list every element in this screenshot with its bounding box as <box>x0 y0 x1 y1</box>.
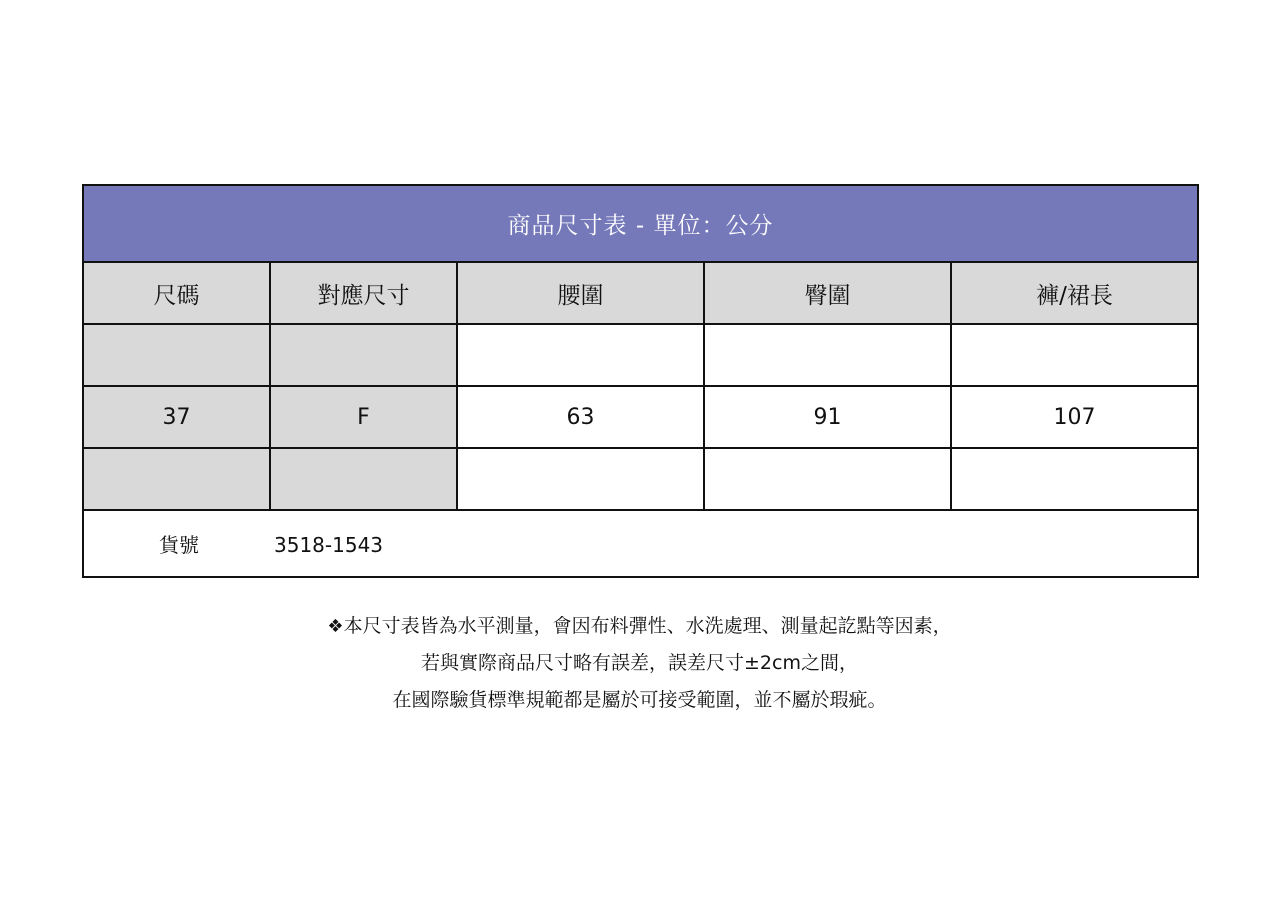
cell-waist <box>457 448 704 510</box>
sku-row <box>83 510 1198 577</box>
cell-hip <box>704 448 951 510</box>
cell-hip: 91 <box>704 386 951 448</box>
cell-corresponding-size <box>270 324 457 386</box>
cell-waist: 63 <box>457 386 704 448</box>
header-corresponding-size: 對應尺寸 <box>270 262 457 324</box>
cell-length <box>951 448 1198 510</box>
header-length: 褲/裙長 <box>951 262 1198 324</box>
cell-waist <box>457 324 704 386</box>
measurement-notes <box>82 608 1197 719</box>
header-size: 尺碼 <box>83 262 270 324</box>
sku-value: 3518-1543 <box>274 533 384 557</box>
diamond-bullet-icon: ❖ <box>327 616 344 637</box>
cell-length: 107 <box>951 386 1198 448</box>
header-row <box>83 262 1198 324</box>
note-line-2: 若與實際商品尺寸略有誤差，誤差尺寸±2cm之間， <box>421 652 858 674</box>
header-waist: 腰圍 <box>457 262 704 324</box>
table-title: 商品尺寸表 - 單位：公分 <box>83 185 1198 262</box>
cell-size <box>83 448 270 510</box>
cell-length <box>951 324 1198 386</box>
sku-label: 貨號 <box>159 533 199 557</box>
header-hip: 臀圍 <box>704 262 951 324</box>
cell-hip <box>704 324 951 386</box>
note-line-1-text: 本尺寸表皆為水平測量，會因布料彈性、水洗處理、測量起訖點等因素， <box>343 615 952 637</box>
note-line-1 <box>82 608 1197 645</box>
cell-size <box>83 324 270 386</box>
cell-corresponding-size <box>270 448 457 510</box>
note-line-3: 在國際驗貨標準規範都是屬於可接受範圍，並不屬於瑕疵。 <box>392 689 887 711</box>
table-row <box>83 448 1198 510</box>
table-row <box>83 324 1198 386</box>
size-chart-table <box>82 184 1199 578</box>
table-row <box>83 386 1198 448</box>
sku-cell <box>83 510 1198 577</box>
cell-corresponding-size: F <box>270 386 457 448</box>
cell-size: 37 <box>83 386 270 448</box>
title-row <box>83 185 1198 262</box>
